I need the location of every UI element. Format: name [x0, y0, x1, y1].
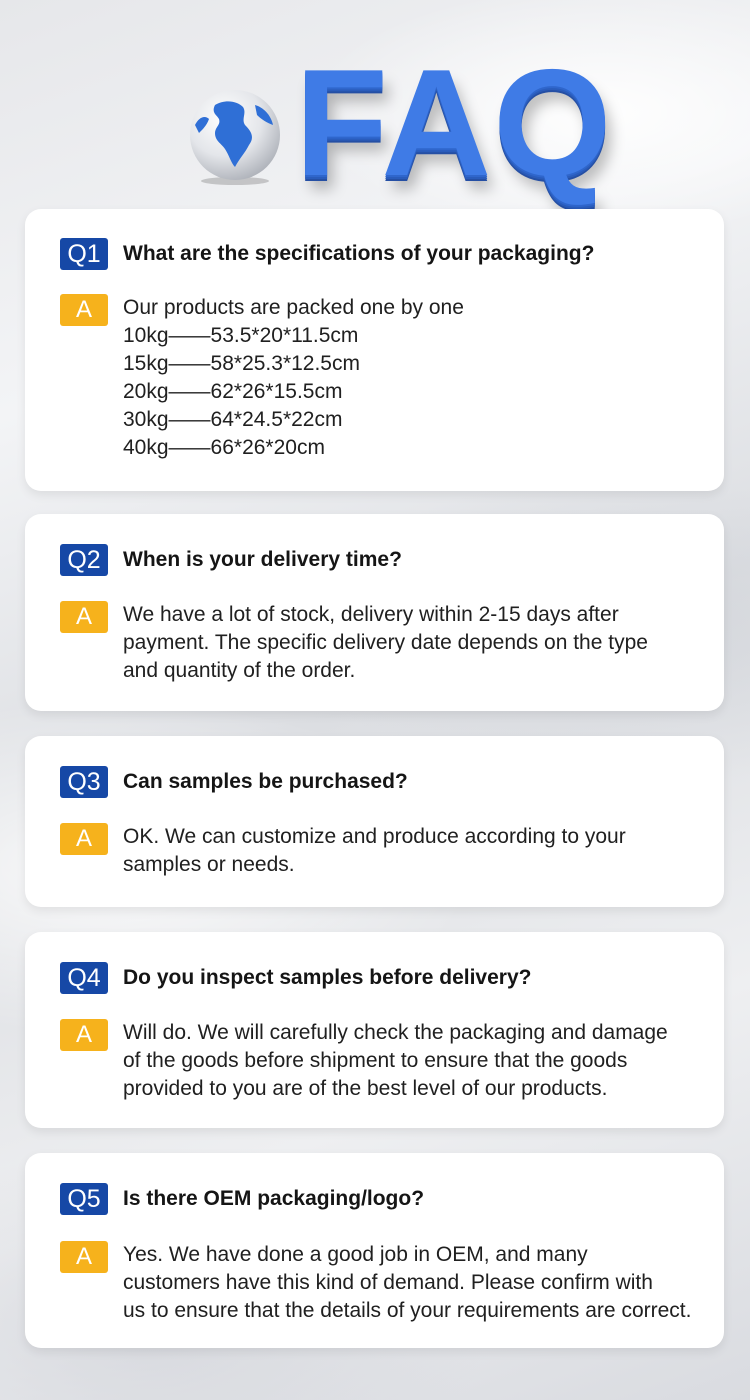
faq-card-3: [25, 736, 724, 907]
faq-header: [0, 0, 750, 208]
question-row: [60, 238, 716, 270]
question-badge: Q1: [60, 238, 108, 270]
question-row: [60, 1183, 716, 1215]
answer-line: 10kg——53.5*20*11.5cm: [123, 324, 359, 347]
answer-line: Yes. We have done a good job in OEM, and many: [123, 1243, 588, 1266]
answer-line: Our products are packed one by one: [123, 296, 464, 319]
answer-line: customers have this kind of demand. Please confirm with: [123, 1271, 653, 1294]
question-row: [60, 766, 716, 798]
answer-line: of the goods before shipment to ensure that the goods: [123, 1049, 628, 1072]
answer-line: samples or needs.: [123, 853, 295, 876]
answer-line: and quantity of the order.: [123, 659, 356, 682]
question-text: Do you inspect samples before delivery?: [123, 966, 532, 989]
answer-text: [123, 1019, 668, 1103]
answer-line: 30kg——64*24.5*22cm: [123, 408, 343, 431]
answer-badge: A: [60, 601, 108, 633]
question-badge: Q2: [60, 544, 108, 576]
answer-line: payment. The specific delivery date depends on the type: [123, 631, 648, 654]
answer-line: 20kg——62*26*15.5cm: [123, 380, 343, 403]
answer-line: OK. We can customize and produce according to your: [123, 825, 626, 848]
faq-title: FAQ: [295, 38, 614, 208]
question-text: What are the specifications of your packaging?: [123, 242, 595, 265]
answer-badge: A: [60, 294, 108, 326]
question-text: Can samples be purchased?: [123, 770, 408, 793]
question-text: Is there OEM packaging/logo?: [123, 1187, 425, 1210]
question-badge: Q4: [60, 962, 108, 994]
answer-badge: A: [60, 1019, 108, 1051]
answer-line: 15kg——58*25.3*12.5cm: [123, 352, 360, 375]
answer-line: We have a lot of stock, delivery within 2-15 days after: [123, 603, 619, 626]
answer-line: Will do. We will carefully check the packaging and damage: [123, 1021, 668, 1044]
question-badge: Q3: [60, 766, 108, 798]
answer-text: [123, 823, 626, 879]
faq-card-4: [25, 932, 724, 1128]
globe-icon: [185, 85, 285, 185]
answer-line: provided to you are of the best level of our products.: [123, 1077, 608, 1100]
answer-badge: A: [60, 1241, 108, 1273]
faq-card-2: [25, 514, 724, 711]
answer-text: [123, 294, 464, 462]
answer-line: us to ensure that the details of your requirements are correct.: [123, 1299, 692, 1322]
faq-card-5: [25, 1153, 724, 1348]
answer-badge: A: [60, 823, 108, 855]
faq-card-1: [25, 209, 724, 491]
question-badge: Q5: [60, 1183, 108, 1215]
answer-line: 40kg——66*26*20cm: [123, 436, 325, 459]
question-row: [60, 544, 716, 576]
answer-text: [123, 601, 648, 685]
question-row: [60, 962, 716, 994]
question-text: When is your delivery time?: [123, 548, 402, 571]
answer-text: [123, 1241, 691, 1325]
